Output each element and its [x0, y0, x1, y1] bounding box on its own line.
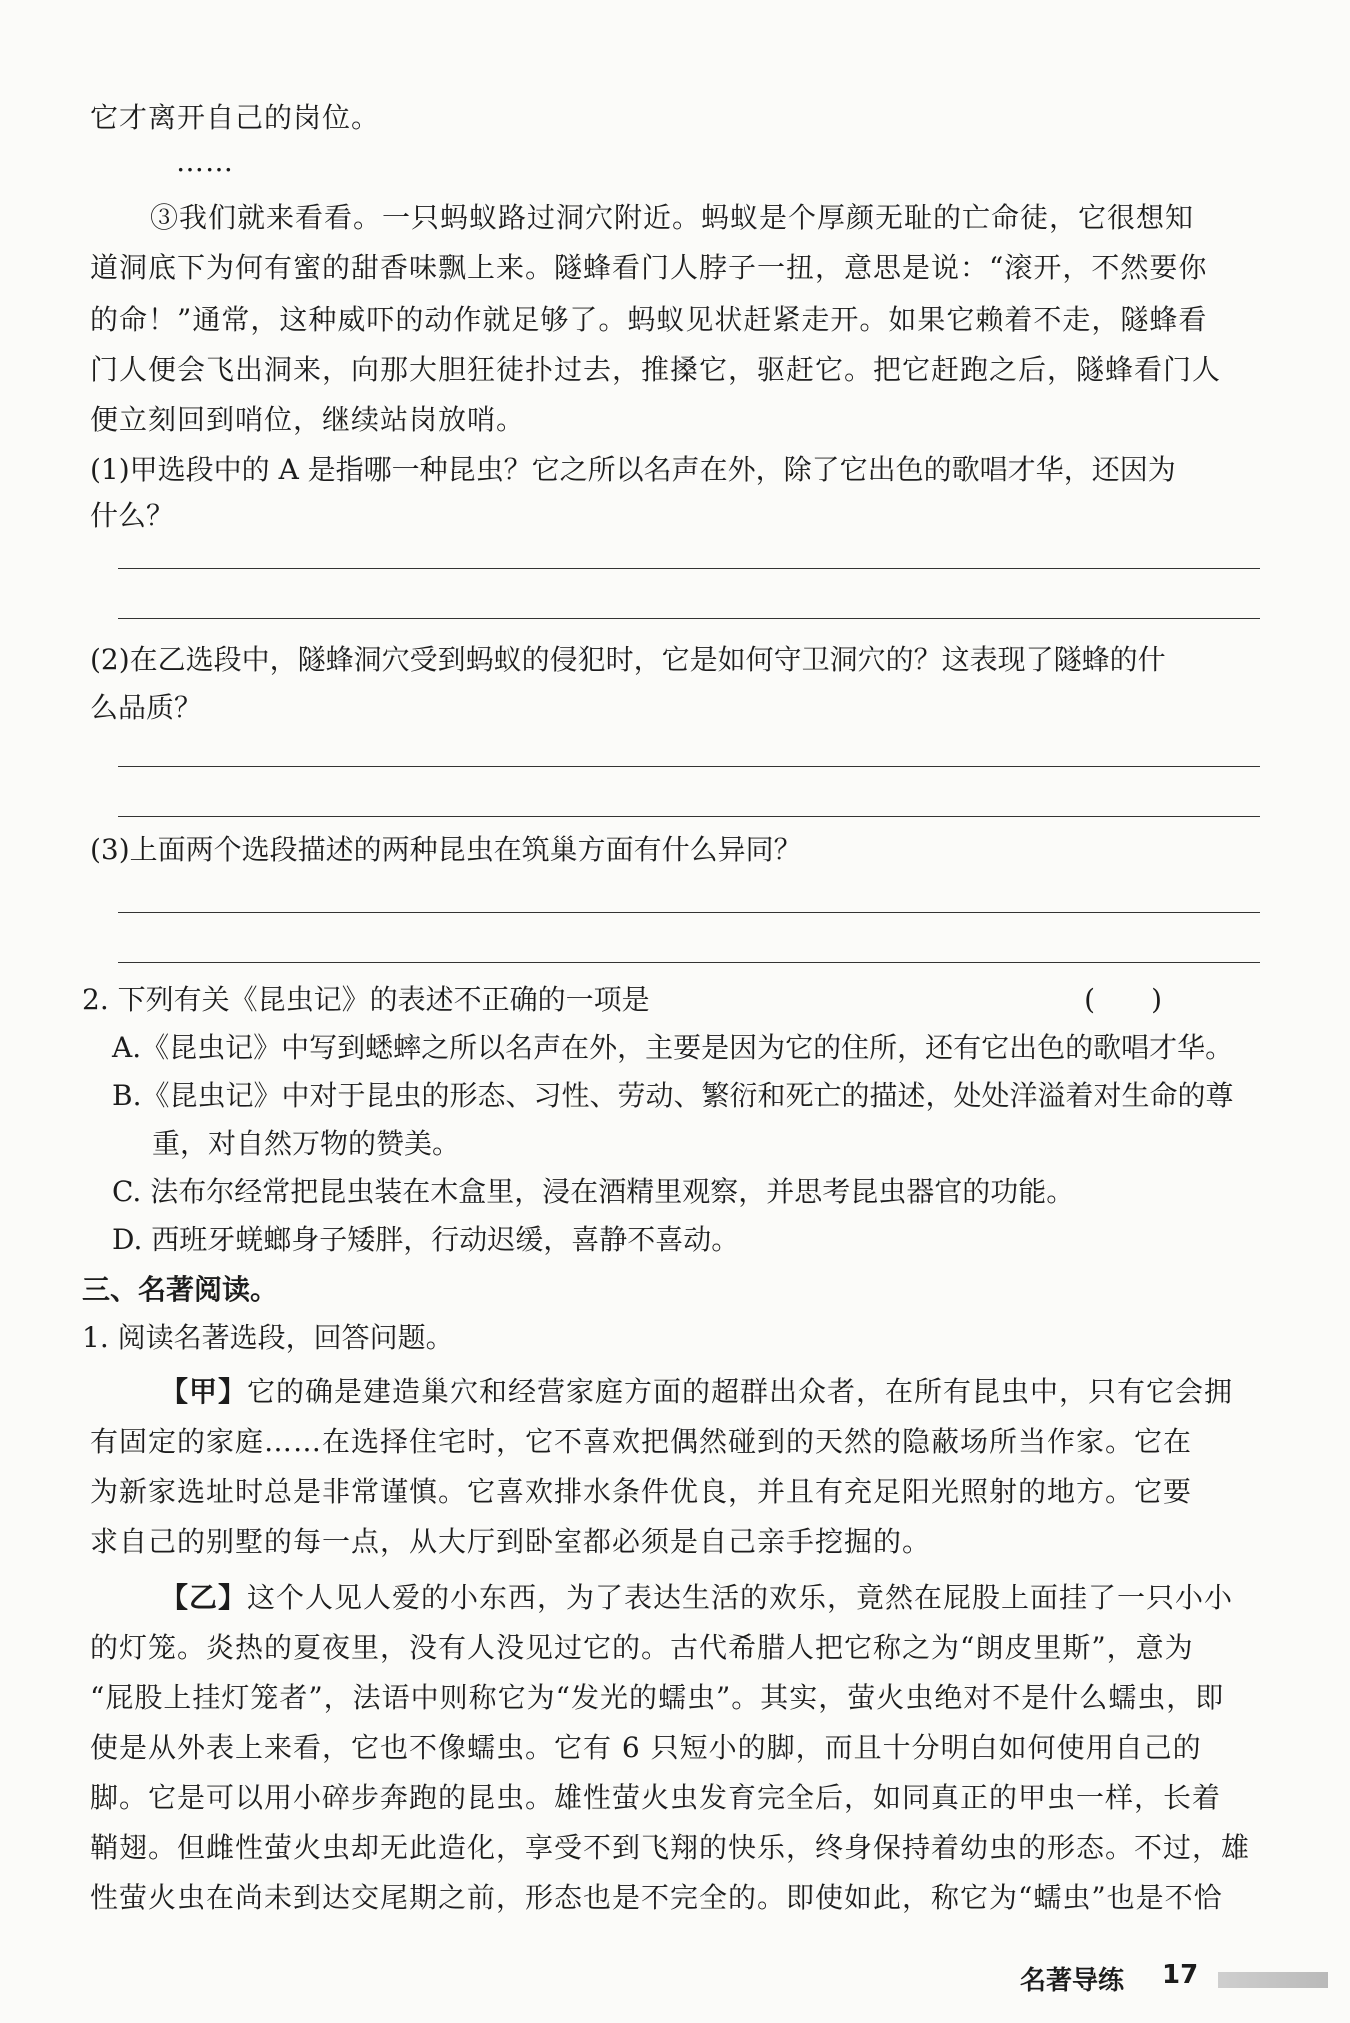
- answer-line[interactable]: [118, 816, 1260, 817]
- answer-line[interactable]: [118, 912, 1260, 913]
- question-1-line1: (1)甲选段中的 A 是指哪一种昆虫？它之所以名声在外，除了它出色的歌唱才华，还因为: [90, 453, 1176, 486]
- footer-decoration: [1218, 1972, 1328, 1988]
- excerpt-yi-line: “屁股上挂灯笼者”，法语中则称它为“发光的蠕虫”。其实，萤火虫绝对不是什么蠕虫，即: [90, 1681, 1225, 1714]
- mc-option-a: A.《昆虫记》中写到蟋蟀之所以名声在外，主要是因为它的住所，还有它出色的歌唱才华。: [112, 1031, 1234, 1064]
- passage-line: 道洞底下为何有蜜的甜香味飘上来。隧蜂看门人脖子一扭，意思是说：“滚开，不然要你: [90, 251, 1208, 284]
- excerpt-yi-line: 使是从外表上来看，它也不像蠕虫。它有 6 只短小的脚，而且十分明白如何使用自己的: [90, 1731, 1202, 1764]
- question-2-line1: (2)在乙选段中，隧蜂洞穴受到蚂蚁的侵犯时，它是如何守卫洞穴的？这表现了隧蜂的什: [90, 643, 1166, 676]
- question-2-line2: 么品质？: [90, 691, 203, 724]
- section-question: 1. 阅读名著选段，回答问题。: [82, 1321, 454, 1354]
- mc-stem-text: 2. 下列有关《昆虫记》的表述不正确的一项是: [82, 983, 650, 1016]
- excerpt-yi-line: 【乙】这个人见人爱的小东西，为了表达生活的欢乐，竟然在屁股上面挂了一只小小: [160, 1581, 1234, 1614]
- passage-line: 便立刻回到哨位，继续站岗放哨。: [90, 403, 526, 436]
- ellipsis: ……: [176, 145, 234, 178]
- passage-line: 的命！”通常，这种威吓的动作就足够了。蚂蚁见状赶紧走开。如果它赖着不走，隧蜂看: [90, 303, 1208, 336]
- question-3: (3)上面两个选段描述的两种昆虫在筑巢方面有什么异同？: [90, 833, 802, 866]
- excerpt-jia-line: 有固定的家庭……在选择住宅时，它不喜欢把偶然碰到的天然的隐蔽场所当作家。它在: [90, 1425, 1193, 1458]
- page-number: 17: [1162, 1960, 1199, 1990]
- passage-line: 它才离开自己的岗位。: [90, 101, 381, 134]
- answer-line[interactable]: [118, 766, 1260, 767]
- excerpt-yi-line: 鞘翅。但雌性萤火虫却无此造化，享受不到飞翔的快乐，终身保持着幼虫的形态。不过，雄: [90, 1831, 1251, 1864]
- excerpt-yi-line: 的灯笼。炎热的夏夜里，没有人没见过它的。古代希腊人把它称之为“朗皮里斯”，意为: [90, 1631, 1194, 1664]
- excerpt-yi-line: 脚。它是可以用小碎步奔跑的昆虫。雄性萤火虫发育完全后，如同真正的甲虫一样，长着: [90, 1781, 1222, 1814]
- excerpt-jia-line: 求自己的别墅的每一点，从大厅到卧室都必须是自己亲手挖掘的。: [90, 1525, 932, 1558]
- mc-option-d: D. 西班牙蜣螂身子矮胖，行动迟缓，喜静不喜动。: [112, 1223, 740, 1256]
- passage-line: 门人便会飞出洞来，向那大胆狂徒扑过去，推搡它，驱赶它。把它赶跑之后，隧蜂看门人: [90, 353, 1222, 386]
- mc-option-b: B.《昆虫记》中对于昆虫的形态、习性、劳动、繁衍和死亡的描述，处处洋溢着对生命的尊: [112, 1079, 1234, 1112]
- question-1-line2: 什么？: [90, 499, 175, 532]
- answer-bracket[interactable]: ( ): [1084, 983, 1162, 1016]
- excerpt-yi-line: 性萤火虫在尚未到达交尾期之前，形态也是不完全的。即使如此，称它为“蠕虫”也是不恰: [90, 1881, 1223, 1914]
- excerpt-tag-yi: 【乙】: [160, 1581, 248, 1614]
- mc-option-b-cont: 重，对自然万物的赞美。: [152, 1127, 461, 1160]
- excerpt-jia-line: 为新家选址时总是非常谨慎。它喜欢排水条件优良，并且有充足阳光照射的地方。它要: [90, 1475, 1193, 1508]
- excerpt-jia-line: 【甲】它的确是建造巢穴和经营家庭方面的超群出众者，在所有昆虫中，只有它会拥: [160, 1375, 1234, 1408]
- passage-line: ③我们就来看看。一只蚂蚁路过洞穴附近。蚂蚁是个厚颜无耻的亡命徒，它很想知: [150, 201, 1195, 234]
- answer-line[interactable]: [118, 962, 1260, 963]
- answer-line[interactable]: [118, 568, 1260, 569]
- excerpt-tag-jia: 【甲】: [160, 1375, 248, 1408]
- mc-option-c: C. 法布尔经常把昆虫装在木盒里，浸在酒精里观察，并思考昆虫器官的功能。: [112, 1175, 1075, 1208]
- answer-line[interactable]: [118, 618, 1260, 619]
- mc-question-stem: [82, 980, 1252, 1020]
- footer-label: 名著导练: [1020, 1966, 1125, 1996]
- section-title: 三、名著阅读。: [82, 1273, 279, 1306]
